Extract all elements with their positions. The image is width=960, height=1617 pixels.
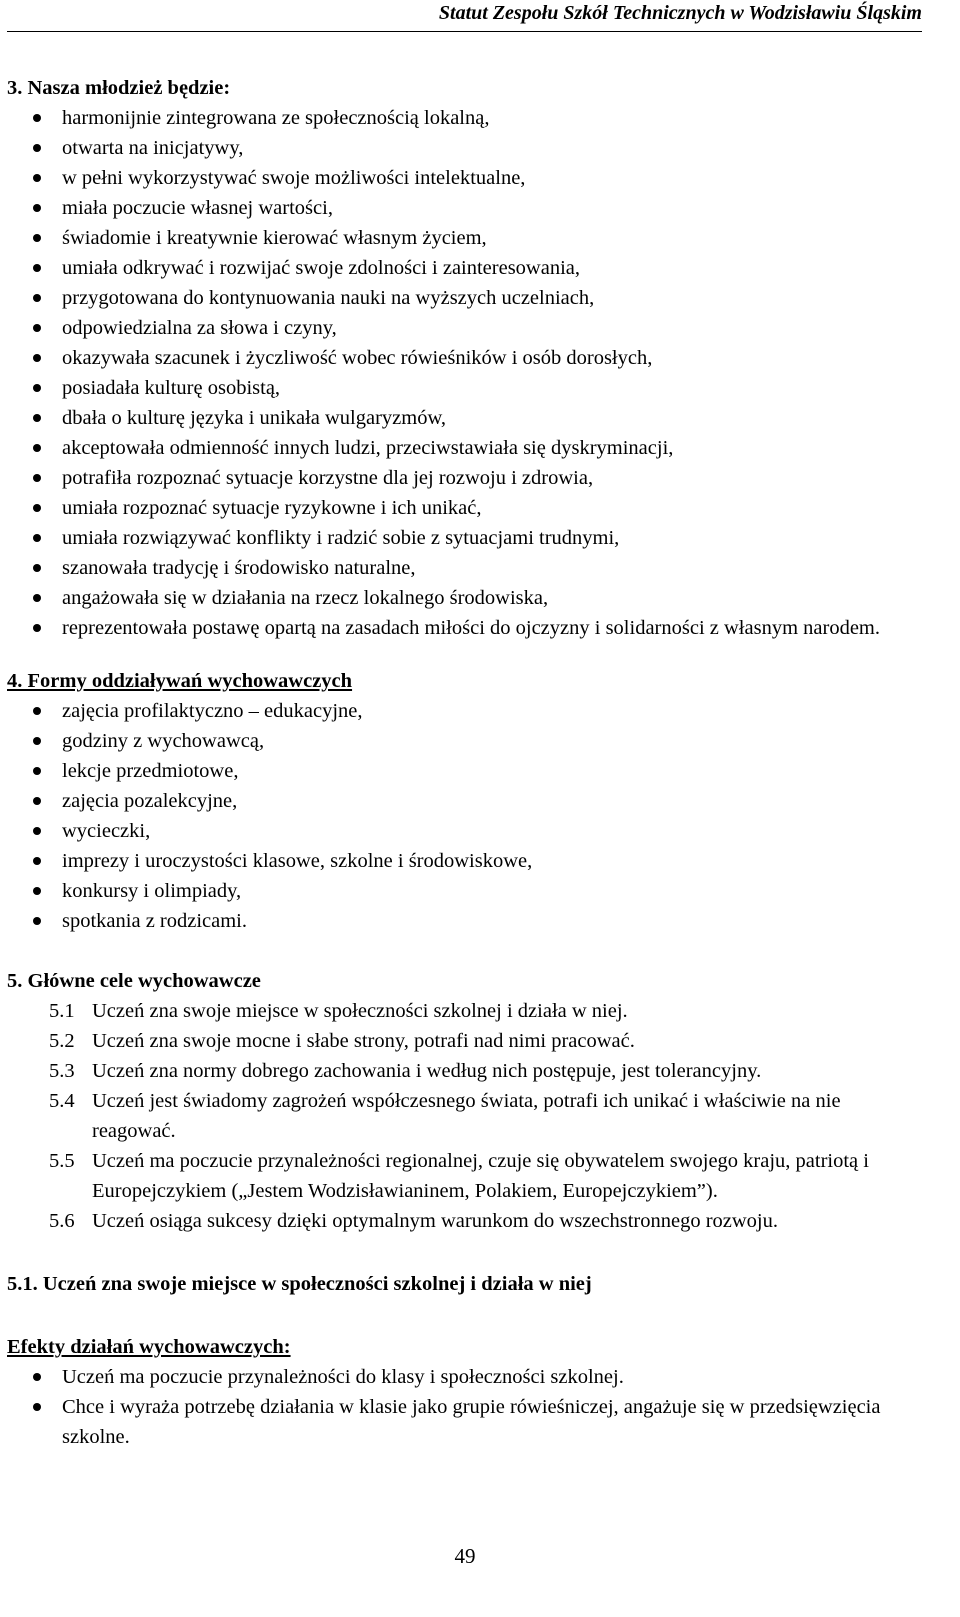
page-number: 49 bbox=[454, 1544, 476, 1568]
list-item: otwarta na inicjatywy, bbox=[7, 133, 922, 163]
goal-number: 5.2 bbox=[49, 1030, 75, 1052]
list-item: umiała rozpoznać sytuacje ryzykowne i ich unikać, bbox=[7, 493, 922, 523]
section-5-heading: 5. Główne cele wychowawcze bbox=[7, 970, 261, 992]
list-item: świadomie i kreatywnie kierować własnym życiem, bbox=[7, 223, 922, 253]
list-item: zajęcia pozalekcyjne, bbox=[7, 786, 922, 816]
list-item: szanowała tradycję i środowisko naturalne, bbox=[7, 553, 922, 583]
list-item: w pełni wykorzystywać swoje możliwości intelektualne, bbox=[7, 163, 922, 193]
page-header-title: Statut Zespołu Szkół Technicznych w Wodzisławiu Śląskim bbox=[438, 2, 922, 24]
list-item: dbała o kulturę języka i unikała wulgaryzmów, bbox=[7, 403, 922, 433]
goal-text: Uczeń jest świadomy zagrożeń współczesnego świata, potrafi ich unikać i właściwie na nie reagować. bbox=[92, 1090, 841, 1142]
goal-text: Uczeń zna swoje mocne i słabe strony, potrafi nad nimi pracować. bbox=[92, 1030, 635, 1052]
goal-number: 5.3 bbox=[49, 1060, 75, 1082]
list-item: reprezentowała postawę opartą na zasadach miłości do ojczyzny i solidarności z własnym narodem. bbox=[7, 613, 922, 643]
list-item: angażowała się w działania na rzecz lokalnego środowiska, bbox=[7, 583, 922, 613]
list-item: okazywała szacunek i życzliwość wobec rówieśników i osób dorosłych, bbox=[7, 343, 922, 373]
section-5-1-heading: 5.1. Uczeń zna swoje miejsce w społeczności szkolnej i działa w niej bbox=[7, 1273, 592, 1295]
goal-number: 5.6 bbox=[49, 1210, 75, 1232]
goal-number: 5.1 bbox=[49, 1000, 75, 1022]
goal-item bbox=[7, 996, 922, 1026]
goal-number: 5.5 bbox=[49, 1150, 75, 1172]
list-item: potrafiła rozpoznać sytuacje korzystne dla jej rozwoju i zdrowia, bbox=[7, 463, 922, 493]
goal-item bbox=[7, 1026, 922, 1056]
goal-item bbox=[7, 1056, 922, 1086]
list-item: posiadała kulturę osobistą, bbox=[7, 373, 922, 403]
goal-text: Uczeń zna normy dobrego zachowania i według nich postępuje, jest tolerancyjny. bbox=[92, 1060, 762, 1082]
goal-text: Uczeń osiąga sukcesy dzięki optymalnym warunkom do wszechstronnego rozwoju. bbox=[92, 1210, 778, 1232]
list-item: umiała odkrywać i rozwijać swoje zdolności i zainteresowania, bbox=[7, 253, 922, 283]
list-item: Uczeń ma poczucie przynależności do klasy i społeczności szkolnej. bbox=[7, 1362, 922, 1392]
list-item: imprezy i uroczystości klasowe, szkolne i środowiskowe, bbox=[7, 846, 922, 876]
list-item: miała poczucie własnej wartości, bbox=[7, 193, 922, 223]
list-item: lekcje przedmiotowe, bbox=[7, 756, 922, 786]
list-item: wycieczki, bbox=[7, 816, 922, 846]
list-item: godziny z wychowawcą, bbox=[7, 726, 922, 756]
effects-heading: Efekty działań wychowawczych: bbox=[7, 1336, 291, 1358]
header-divider bbox=[7, 31, 922, 32]
goal-item bbox=[7, 1086, 922, 1146]
goal-number: 5.4 bbox=[49, 1090, 75, 1112]
list-item: konkursy i olimpiady, bbox=[7, 876, 922, 906]
section-3-list bbox=[7, 103, 922, 643]
goal-item bbox=[7, 1206, 922, 1236]
section-5-goals-list bbox=[7, 996, 922, 1236]
goal-item bbox=[7, 1146, 922, 1206]
list-item: odpowiedzialna za słowa i czyny, bbox=[7, 313, 922, 343]
goal-text: Uczeń ma poczucie przynależności regionalnej, czuje się obywatelem swojego kraju, patriotą i Europejczykiem („Jestem Wodzisławianinem, Polakiem, Europejczykiem”). bbox=[92, 1150, 869, 1202]
section-4-heading: 4. Formy oddziaływań wychowawczych bbox=[7, 670, 353, 692]
section-4-list bbox=[7, 696, 922, 936]
effects-list bbox=[7, 1362, 922, 1452]
list-item: spotkania z rodzicami. bbox=[7, 906, 922, 936]
list-item: przygotowana do kontynuowania nauki na wyższych uczelniach, bbox=[7, 283, 922, 313]
list-item: akceptowała odmienność innych ludzi, przeciwstawiała się dyskryminacji, bbox=[7, 433, 922, 463]
list-item: umiała rozwiązywać konflikty i radzić sobie z sytuacjami trudnymi, bbox=[7, 523, 922, 553]
list-item: Chce i wyraża potrzebę działania w klasie jako grupie rówieśniczej, angażuje się w przedsięwzięcia szkolne. bbox=[7, 1392, 922, 1452]
section-3-heading: 3. Nasza młodzież będzie: bbox=[7, 77, 231, 99]
list-item: harmonijnie zintegrowana ze społecznością lokalną, bbox=[7, 103, 922, 133]
list-item: zajęcia profilaktyczno – edukacyjne, bbox=[7, 696, 922, 726]
document-body bbox=[7, 73, 922, 1452]
goal-text: Uczeń zna swoje miejsce w społeczności szkolnej i działa w niej. bbox=[92, 1000, 628, 1022]
